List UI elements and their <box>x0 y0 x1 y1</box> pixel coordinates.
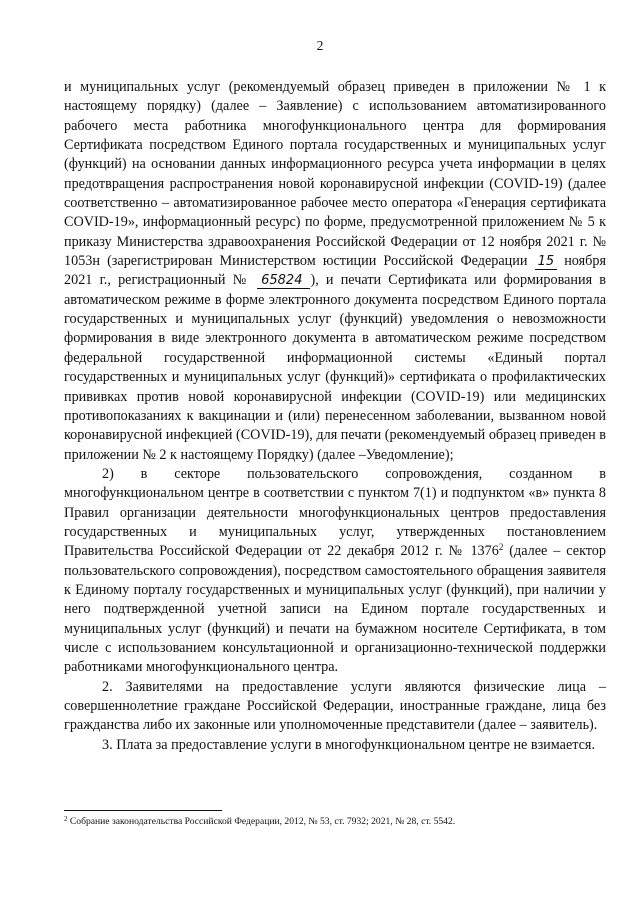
paragraph-applicants: 2. Заявителями на предоставление услуги являются физические лица – совершеннолетние граждане Российской Федерации, иностранные граждане, лица без гражданства либо их законные или уполномоченные представители (далее – заявитель). <box>64 678 606 734</box>
footnote-divider <box>64 810 222 811</box>
handwritten-date: 15 <box>535 255 558 270</box>
footnote-mark: 2 <box>64 815 68 823</box>
paragraph-text: 2) в секторе пользовательского сопровождения, созданном в многофункциональном центре в соответствии с пунктом 7(1) и подпунктом «в» пункта 8 Правил организации деятельности многофункциональных центров предоставления государственных и муниципальных услуг, утвержденных постановлением Правительства Российской Федерации от 22 декабря 2012 г. № 1376 <box>64 465 606 560</box>
paragraph-item-2 <box>64 465 606 678</box>
paragraph-text: и муниципальных услуг (рекомендуемый образец приведен в приложении № 1 к настоящему порядку) (далее – Заявление) с использованием автоматизированного рабочего места работника многофункционального центра для формирования Сертификата посредством Единого портала государственных и муниципальных услуг (функций) на основании данных информационного ресурса учета информации в целях предотвращения распространения новой коронавирусной инфекции (COVID-19) (далее соответственно – автоматизированное рабочее место оператора «Генерация сертификата COVID-19», информационный ресурс) по форме, предусмотренной приложением № 5 к приказу Министерства здравоохранения Российской Федерации от 12 ноября 2021 г. № 1053н (зарегистрирован Министерством юстиции Российской Федерации <box>64 79 606 270</box>
paragraph-fee: 3. Плата за предоставление услуги в многофункциональном центре не взимается. <box>102 736 595 753</box>
page-number: 2 <box>316 38 324 53</box>
handwritten-registration-number: 65824 <box>257 274 310 289</box>
document-body <box>64 78 606 755</box>
footnote <box>64 816 606 828</box>
footnote-text: Собрание законодательства Российской Федерации, 2012, № 53, ст. 7932; 2021, № 28, ст. 5542. <box>69 816 456 827</box>
paragraph-continuation <box>64 78 606 465</box>
paragraph-text: (далее – сектор пользовательского сопровождения), посредством самостоятельного обращения заявителя к Единому порталу государственных и муниципальных услуг (функций), при наличии у него подтвержденной учетной записи на Едином портале государственных и муниципальных услуг (функций) и печати на бумажном носителе Сертификата, в том числе с использованием консультационной и организационно-технической поддержки работниками многофункционального центра. <box>64 543 606 676</box>
paragraph-text: ноября 2021 г., регистрационный № <box>64 253 606 289</box>
footnote-reference: 2 <box>498 542 504 553</box>
paragraph-text: ), и печати Сертификата или формирования в автоматическом режиме в форме электронного документа посредством Единого портала государственных и муниципальных услуг (функций) уведомления о невозможности формирования в виде электронного документа в автоматическом режиме посредством федеральной государственной информационной системы «Единый портал государственных и муниципальных услуг (функций)» сертификата о профилактических прививках против новой коронавирусной инфекции (COVID-19) или медицинских противопоказаниях к вакцинации и (или) перенесенном заболевании, вызванном новой коронавирусной инфекцией (COVID-19), для печати (рекомендуемый образец приведен в приложении № 2 к настоящему Порядку) (далее –Уведомление); <box>64 272 606 463</box>
